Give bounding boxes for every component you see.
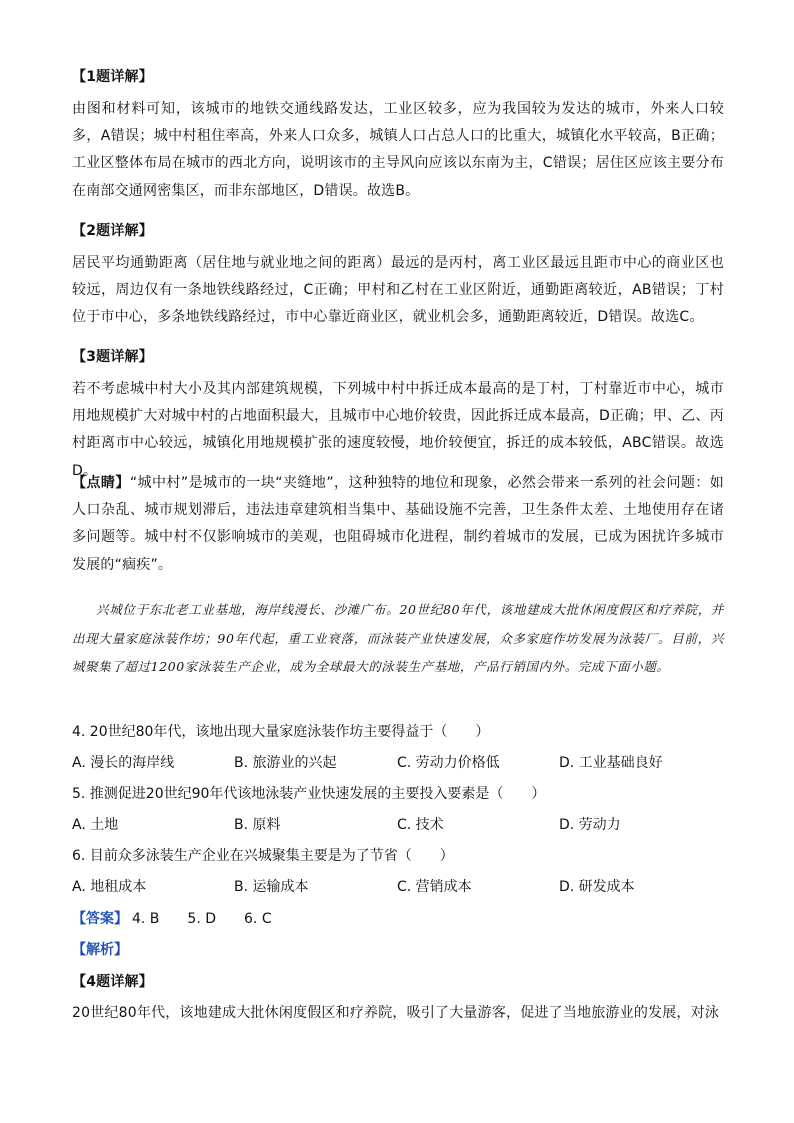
question-4-option-a: A. 漫长的海岸线 [72,755,175,771]
section-heading-3: 【3题详解】 [72,349,153,365]
question-4-option-d: D. 工业基础良好 [559,755,663,771]
tip-paragraph [72,470,724,579]
question-5-option-c: C. 技术 [397,817,444,833]
answer-label: 【答案】 [72,911,128,927]
question-5-option-a: A. 土地 [72,817,119,833]
section-heading-1: 【1题详解】 [72,69,153,85]
analysis-label: 【解析】 [72,942,128,958]
question-6-stem: 6. 目前众多泳装生产企业在兴城聚集主要是为了节省（ ） [72,848,454,864]
section-body-1: 由图和材料可知，该城市的地铁交通线路发达，工业区较多，应为我国较为发达的城市，外来人口较多，A错误；城中村租住率高，外来人口众多，城镇人口占总人口的比重大，城镇化水平较高，B正确；工业区整体布局在城市的西北方向，说明该市的主导风向应该以东南为主，C错误；居住区应该主要分布在南部交通网密集区，而非东部地区，D错误。故选B。 [72,101,724,199]
section-body-4: 20世纪80年代，该地建成大批休闲度假区和疗养院，吸引了大量游客，促进了当地旅游业的发展，对泳 [72,1005,720,1021]
section-body-3: 若不考虑城中村大小及其内部建筑规模，下列城中村中拆迁成本最高的是丁村，丁村靠近市中心，城市用地规模扩大对城中村的占地面积最大，且城市中心地价较贵，因此拆迁成本最高，D正确；甲、乙、丙村距离市中心较远，城镇化用地规模扩张的速度较慢，地价较便宜，拆迁的成本较低，ABC错误。故选D。 [72,381,724,479]
question-5-stem: 5. 推测促进20世纪90年代该地泳装产业快速发展的主要投入要素是（ ） [72,786,546,802]
section-body-2: 居民平均通勤距离（居住地与就业地之间的距离）最远的是丙村，离工业区最远且距市中心的商业区也较远，周边仅有一条地铁线路经过，C正确；甲村和乙村在工业区附近，通勤距离较近，AB错误；丁村位于市中心，多条地铁线路经过，市中心靠近商业区，就业机会多，通勤距离较近，D错误。故选C。 [72,255,724,326]
section-heading-2: 【2题详解】 [72,223,153,239]
material-paragraph: 兴城位于东北老工业基地，海岸线漫长、沙滩广布。20世纪80年代，该地建成大批休闲度假区和疗养院，并出现大量家庭泳装作坊；90年代起，重工业衰落，而泳装产业快速发展，众多家庭作坊发展为泳装厂。目前，兴城聚集了超过1200家泳装生产企业，成为全球最大的泳装生产基地，产品行销国内外。完成下面小题。 [72,602,724,674]
question-4-option-b: B. 旅游业的兴起 [234,755,337,771]
question-6-option-b: B. 运输成本 [234,879,309,895]
question-5-option-d: D. 劳动力 [559,817,621,833]
answer-5: 5. D [187,911,217,927]
question-6-option-d: D. 研发成本 [559,879,635,895]
question-5-option-b: B. 原料 [234,817,281,833]
answer-line [72,907,272,931]
tip-body: “城中村”是城市的一块“夹缝地”，这种独特的地位和现象，必然会带来一系列的社会问题：如人口杂乱、城市规划滞后，违法违章建筑相当集中、基础设施不完善，卫生条件太差、土地使用存在诸多问题等。城中村不仅影响城市的美观，也阻碍城市化进程，制约着城市的发展，已成为困扰许多城市发展的“痼疾”。 [72,475,724,573]
question-6-option-a: A. 地租成本 [72,879,147,895]
question-6-option-c: C. 营销成本 [397,879,472,895]
tip-label: 【点睛】 [72,475,130,491]
section-heading-4: 【4题详解】 [72,974,153,990]
answer-6: 6. C [244,911,272,927]
question-4-option-c: C. 劳动力价格低 [397,755,500,771]
answer-4: 4. B [132,911,160,927]
question-4-stem: 4. 20世纪80年代，该地出现大量家庭泳装作坊主要得益于（ ） [72,724,490,740]
